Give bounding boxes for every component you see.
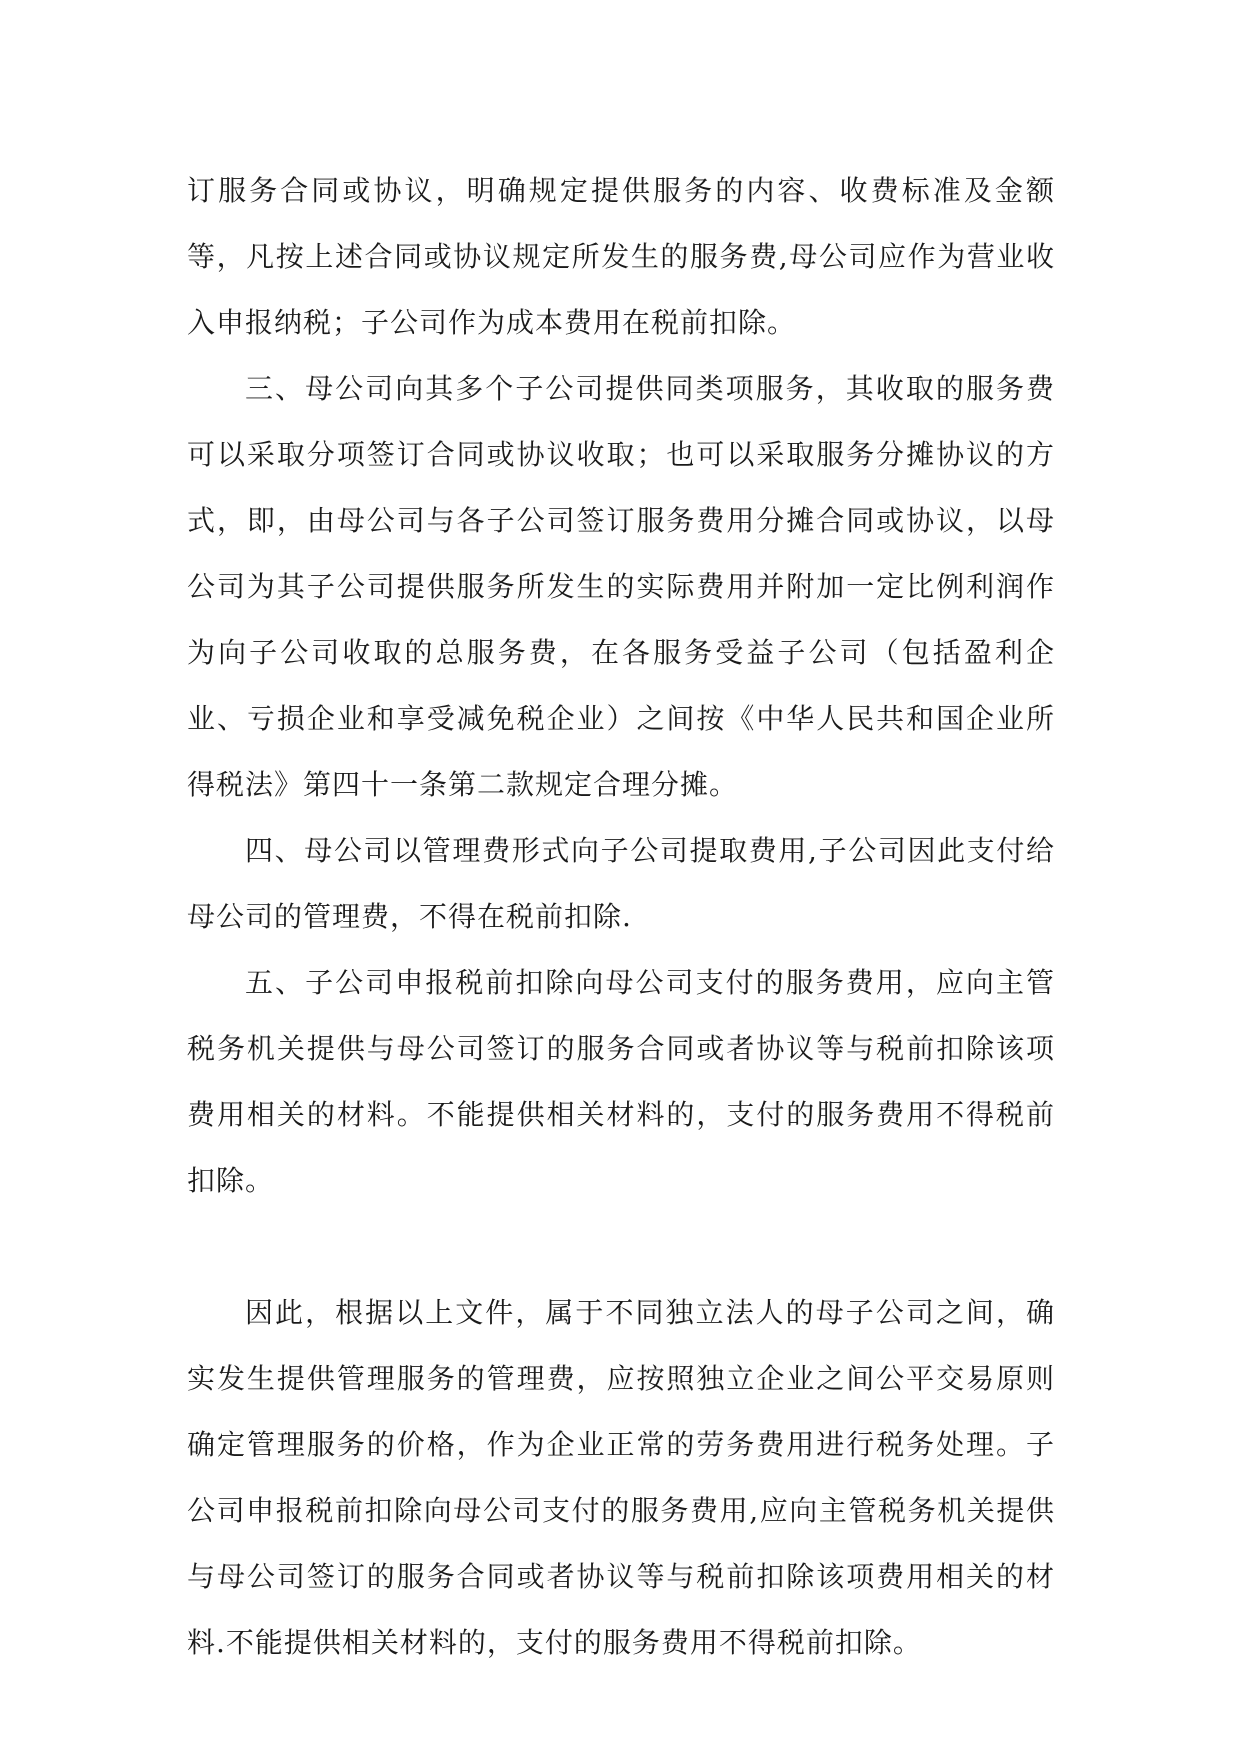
paragraph-item-four: 四、母公司以管理费形式向子公司提取费用,子公司因此支付给母公司的管理费，不得在税前扣除.	[187, 834, 1055, 933]
paragraph-continuation: 订服务合同或协议，明确规定提供服务的内容、收费标准及金额等，凡按上述合同或协议规定所发生的服务费,母公司应作为营业收入申报纳税；子公司作为成本费用在税前扣除。	[187, 174, 1055, 339]
paragraph-conclusion: 因此，根据以上文件，属于不同独立法人的母子公司之间，确实发生提供管理服务的管理费，应按照独立企业之间公平交易原则确定管理服务的价格，作为企业正常的劳务费用进行税务处理。子公司申报税前扣除向母公司支付的服务费用,应向主管税务机关提供与母公司签订的服务合同或者协议等与税前扣除该项费用相关的材料.不能提供相关材料的，支付的服务费用不得税前扣除。	[187, 1296, 1055, 1659]
paragraph-gap	[187, 1214, 1055, 1280]
document-body	[187, 158, 1055, 1676]
paragraph-item-five: 五、子公司申报税前扣除向母公司支付的服务费用，应向主管税务机关提供与母公司签订的服务合同或者协议等与税前扣除该项费用相关的材料。不能提供相关材料的，支付的服务费用不得税前扣除。	[187, 966, 1055, 1197]
paragraph-item-three: 三、母公司向其多个子公司提供同类项服务，其收取的服务费可以采取分项签订合同或协议收取；也可以采取服务分摊协议的方式，即，由母公司与各子公司签订服务费用分摊合同或协议，以母公司为其子公司提供服务所发生的实际费用并附加一定比例利润作为向子公司收取的总服务费，在各服务受益子公司（包括盈利企业、亏损企业和享受减免税企业）之间按《中华人民共和国企业所得税法》第四十一条第二款规定合理分摊。	[187, 372, 1055, 801]
